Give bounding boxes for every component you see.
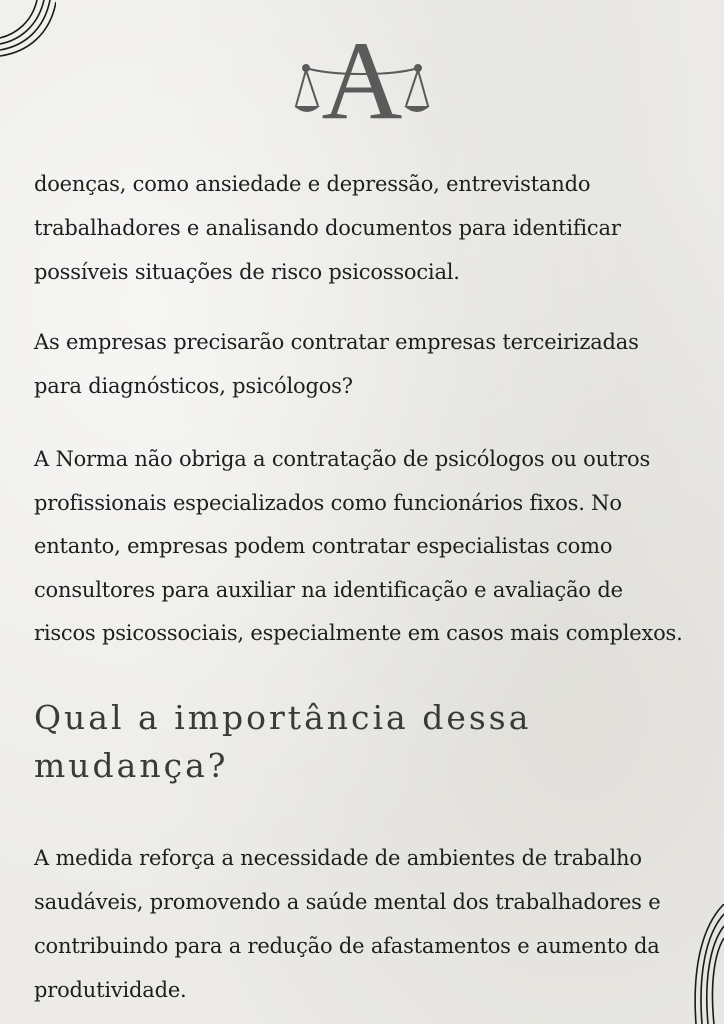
section-heading: Qual a importância dessa mudança? <box>34 698 532 785</box>
paragraph-continuation: doenças, como ansiedade e depressão, entrevistando trabalhadores e analisando documentos para identificar possíveis situações de risco psicossocial. <box>34 172 621 284</box>
paragraph-answer: A Norma não obriga a contratação de psicólogos ou outros profissionais especializados como funcionários fixos. No entanto, empresas podem contratar especialistas como consultores para auxiliar na identificação e avaliação de riscos psicossociais, especialmente em casos mais complexos. <box>34 447 683 645</box>
corner-swirl-top-left <box>0 0 56 60</box>
paragraph-importance: A medida reforça a necessidade de ambientes de trabalho saudáveis, promovendo a saúde mental dos trabalhadores e contribuindo para a redução de afastamentos e aumento da produtividade. <box>34 846 661 1002</box>
corner-swirl-bottom-right <box>684 904 724 1024</box>
logo-letter: A <box>321 19 403 126</box>
paragraph-question: As empresas precisarão contratar empresas terceirizadas para diagnósticos, psicólogos? <box>34 330 639 398</box>
scales-of-justice-icon <box>292 18 432 126</box>
